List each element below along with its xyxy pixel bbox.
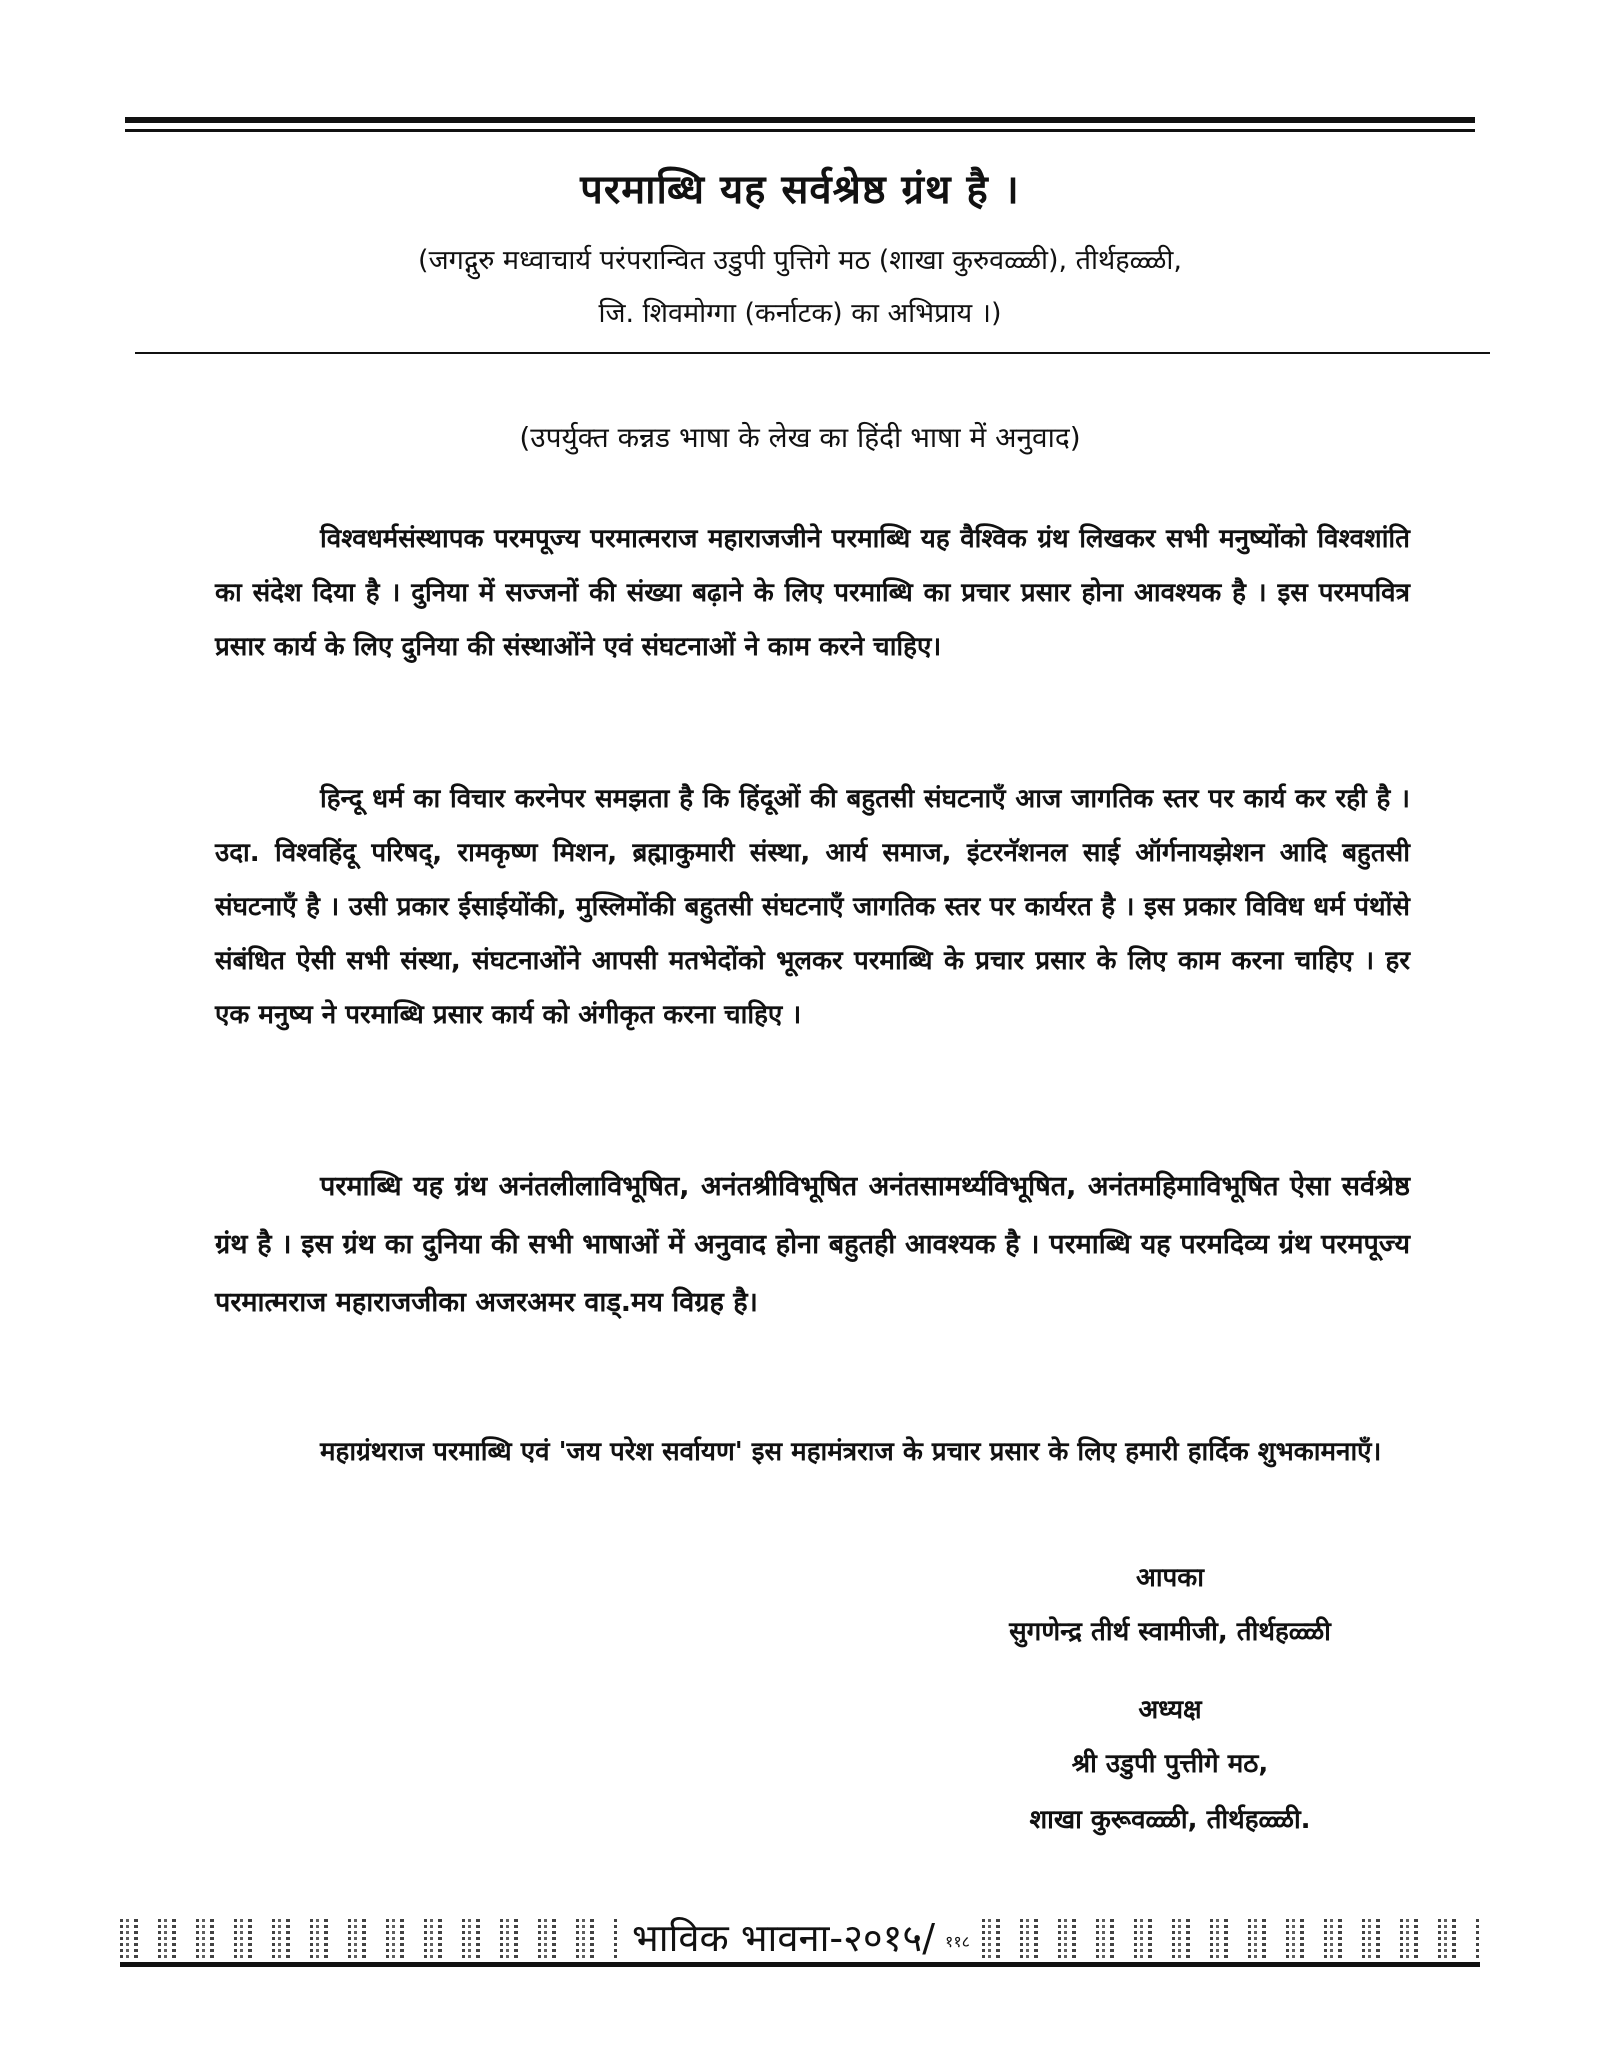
decorative-border-right [982, 1918, 1480, 1958]
page-footer [120, 1908, 1480, 1962]
signature-closing: आपका [1135, 1563, 1205, 1593]
paragraph-4: महाग्रंथराज परमाब्धि एवं 'जय परेश सर्वायण' इस महामंत्रराज के प्रचार प्रसार के लिए हमारी हार्दिक शुभकामनाएँ। [320, 1437, 1382, 1467]
subtitle-line-2: जि. शिवमोग्गा (कर्नाटक) का अभिप्राय ।) [598, 298, 1002, 329]
signature-org-line-2: शाखा कुरूवळ्ळी, तीर्थहळ्ळी. [1029, 1805, 1311, 1835]
header-rule-thick [125, 117, 1475, 123]
header-rule-thin [125, 129, 1475, 132]
footer-rule [120, 1962, 1480, 1967]
paragraph-3: परमाब्धि यह ग्रंथ अनंतलीलाविभूषित, अनंतश्रीविभूषित अनंतसामर्थ्यविभूषित, अनंतमहिमाविभूषित ऐसा सर्वश्रेष्ठ ग्रंथ है । इस ग्रंथ का दुनिया की सभी भाषाओं में अनुवाद होना बहुतही आवश्यक है । परमाब्धि यह परमदिव्य ग्रंथ परमपूज्य परमात्मराज महाराजजीका अजरअमर वाड्.मय विग्रह है। [215, 1171, 1410, 1318]
page-number: ११८ [945, 1932, 970, 1951]
publication-title: भाविक भावना-२०१५/ [632, 1916, 935, 1960]
translation-note: (उपर्युक्त कन्नड भाषा के लेख का हिंदी भाषा में अनुवाद) [519, 421, 1081, 454]
decorative-border-left [120, 1918, 618, 1958]
subtitle-line-1: (जगद्गुरु मध्वाचार्य परंपरान्वित उडुपी पुत्तिगे मठ (शाखा कुरुवळ्ळी), तीर्थहळ्ळी, [418, 245, 1182, 276]
signature-org-line-1: श्री उडुपी पुत्तीगे मठ, [1071, 1749, 1269, 1779]
subtitle-divider [135, 352, 1490, 354]
paragraph-1: विश्वधर्मसंस्थापक परमपूज्य परमात्मराज महाराजजीने परमाब्धि यह वैश्विक ग्रंथ लिखकर सभी मनुष्योंको विश्वशांति का संदेश दिया है । दुनिया में सज्जनों की संख्या बढ़ाने के लिए परमाब्धि का प्रचार प्रसार होना आवश्यक है । इस परमपवित्र प्रसार कार्य के लिए दुनिया की संस्थाओंने एवं संघटनाओं ने काम करने चाहिए। [215, 524, 1410, 662]
paragraph-2: हिन्दू धर्म का विचार करनेपर समझता है कि हिंदूओं की बहुतसी संघटनाएँ आज जागतिक स्तर पर कार्य कर रही है । उदा. विश्वहिंदू परिषद्, रामकृष्ण मिशन, ब्रह्माकुमारी संस्था, आर्य समाज, इंटरनॅशनल साई ऑर्गनायझेशन आदि बहुतसी संघटनाएँ है । उसी प्रकार ईसाईयोंकी, मुस्लिमोंकी बहुतसी संघटनाएँ जागतिक स्तर पर कार्यरत है । इस प्रकार विविध धर्म पंथोंसे संबंधित ऐसी सभी संस्था, संघटनाओंने आपसी मतभेदोंको भूलकर परमाब्धि के प्रचार प्रसार के लिए काम करना चाहिए । हर एक मनुष्य ने परमाब्धि प्रसार कार्य को अंगीकृत करना चाहिए । [215, 784, 1410, 1030]
signature-designation: अध्यक्ष [1138, 1695, 1202, 1725]
signature-name: सुगणेन्द्र तीर्थ स्वामीजी, तीर्थहळ्ळी [1009, 1617, 1331, 1647]
document-title: परमाब्धि यह सर्वश्रेष्ठ ग्रंथ है । [580, 167, 1020, 213]
